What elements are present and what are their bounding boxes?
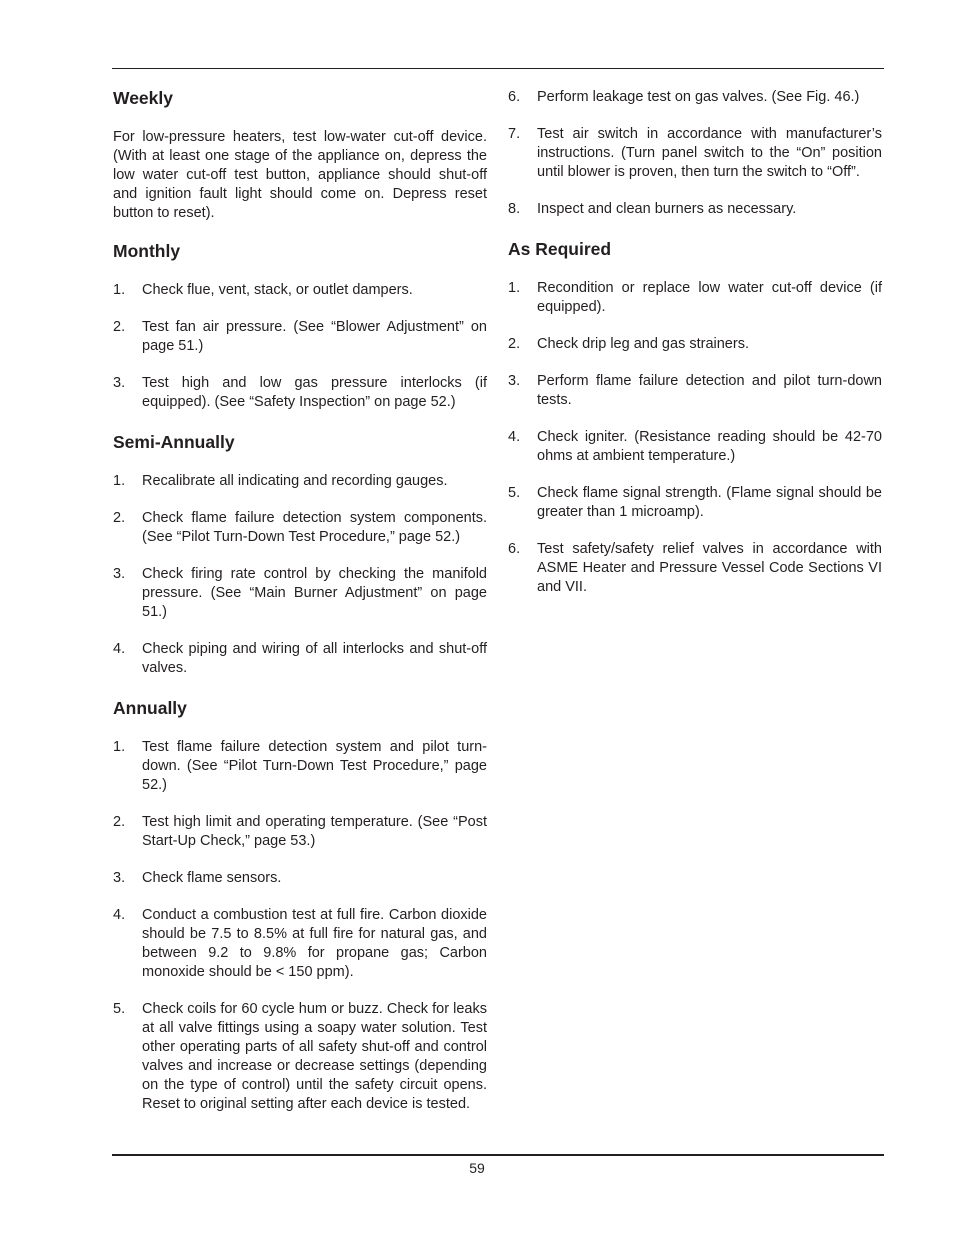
- semi-annually-heading: Semi-Annually: [113, 432, 235, 452]
- list-item-text: Check flame sensors.: [142, 870, 282, 886]
- list-item: [508, 125, 882, 182]
- list-item-number: 1.: [508, 280, 521, 296]
- semi-annually-list: [113, 472, 487, 678]
- monthly-list: [113, 281, 487, 412]
- list-item-number: 2.: [113, 319, 126, 335]
- list-item: [113, 318, 487, 356]
- list-item-text: Conduct a combustion test at full fire. Carbon dioxide should be 7.5 to 8.5% at full fire for natural gas, and between 9.2 to 9.8% for propane gas; Carbon monoxide should be < 150 ppm).: [142, 907, 487, 980]
- list-item-number: 4.: [113, 907, 126, 923]
- list-item-number: 2.: [508, 336, 521, 352]
- bottom-rule: [112, 1154, 884, 1156]
- list-item-text: Test high limit and operating temperature. (See “Post Start-Up Check,” page 53.): [142, 814, 487, 849]
- list-item-text: Test fan air pressure. (See “Blower Adjustment” on page 51.): [142, 319, 487, 354]
- list-item-number: 1.: [113, 739, 126, 755]
- list-item-text: Perform leakage test on gas valves. (See Fig. 46.): [537, 89, 860, 105]
- list-item: [113, 906, 487, 982]
- list-item-number: 6.: [508, 89, 521, 105]
- list-item-text: Check igniter. (Resistance reading should be 42-70 ohms at ambient temperature.): [537, 429, 882, 464]
- list-item-number: 2.: [113, 510, 126, 526]
- list-item-number: 7.: [508, 126, 521, 142]
- list-item-number: 4.: [508, 429, 521, 445]
- list-item: [113, 1000, 487, 1114]
- list-item-text: Inspect and clean burners as necessary.: [537, 201, 797, 217]
- list-item: [113, 472, 487, 491]
- list-item: [113, 869, 487, 888]
- list-item: [508, 484, 882, 522]
- list-item-text: Test flame failure detection system and pilot turn-down. (See “Pilot Turn-Down Test Procedure,” page 52.): [142, 739, 487, 793]
- list-item: [508, 279, 882, 317]
- list-item-text: Test high and low gas pressure interlocks (if equipped). (See “Safety Inspection” on page 52.): [142, 375, 487, 410]
- as-required-heading: As Required: [508, 239, 612, 259]
- list-item: [508, 335, 882, 354]
- annually-list: [113, 738, 487, 1114]
- monthly-heading: Monthly: [113, 241, 181, 261]
- weekly-paragraph: For low-pressure heaters, test low-water cut-off device. (With at least one stage of the appliance on, depress the low water cut-off test button, appliance should shut-off and ignition fault light should come on. Depress reset button to reset).: [113, 129, 487, 221]
- list-item: [508, 372, 882, 410]
- list-item-text: Test safety/safety relief valves in accordance with ASME Heater and Pressure Vessel Code Sections VI and VII.: [537, 541, 882, 595]
- list-item-number: 3.: [113, 870, 126, 886]
- list-item: [113, 281, 487, 300]
- list-item-number: 1.: [113, 282, 126, 298]
- annually-heading: Annually: [113, 698, 187, 718]
- list-item-number: 2.: [113, 814, 126, 830]
- list-item: [113, 738, 487, 795]
- list-item: [113, 509, 487, 547]
- page-number: 59: [469, 1160, 485, 1176]
- list-item-number: 1.: [113, 473, 126, 489]
- weekly-heading: Weekly: [113, 88, 173, 108]
- list-item-text: Check flame failure detection system components. (See “Pilot Turn-Down Test Procedure,” page 52.): [142, 510, 487, 545]
- right-column: [508, 88, 882, 617]
- list-item-number: 3.: [113, 566, 126, 582]
- list-item-number: 6.: [508, 541, 521, 557]
- list-item: [113, 374, 487, 412]
- list-item-text: Check drip leg and gas strainers.: [537, 336, 749, 352]
- top-rule: [112, 68, 884, 69]
- annually-list-continued: [508, 88, 882, 219]
- list-item-number: 5.: [113, 1001, 126, 1017]
- list-item: [113, 565, 487, 622]
- list-item-text: Check piping and wiring of all interlocks and shut-off valves.: [142, 641, 487, 676]
- list-item-text: Check coils for 60 cycle hum or buzz. Check for leaks at all valve fittings using a soapy water solution. Test other operating parts of all safety shut-off and control valves and increase or decrease settings (depending on the type of control) until the safety circuit opens. Reset to original setting after each device is tested.: [142, 1001, 487, 1112]
- list-item-text: Recondition or replace low water cut-off device (if equipped).: [537, 280, 882, 315]
- list-item-text: Check firing rate control by checking the manifold pressure. (See “Main Burner Adjustment” on page 51.): [142, 566, 487, 620]
- list-item: [113, 813, 487, 851]
- list-item-text: Recalibrate all indicating and recording gauges.: [142, 473, 448, 489]
- list-item-number: 5.: [508, 485, 521, 501]
- left-column: [113, 88, 487, 1134]
- list-item-number: 3.: [113, 375, 126, 391]
- list-item-text: Check flue, vent, stack, or outlet dampers.: [142, 282, 413, 298]
- list-item-number: 8.: [508, 201, 521, 217]
- list-item: [508, 540, 882, 597]
- list-item-number: 3.: [508, 373, 521, 389]
- list-item-text: Check flame signal strength. (Flame signal should be greater than 1 microamp).: [537, 485, 882, 520]
- list-item-text: Perform flame failure detection and pilot turn-down tests.: [537, 373, 882, 408]
- list-item: [508, 428, 882, 466]
- list-item: [508, 200, 882, 219]
- list-item: [113, 640, 487, 678]
- list-item-text: Test air switch in accordance with manufacturer’s instructions. (Turn panel switch to the “On” position until blower is proven, then turn the switch to “Off”.: [537, 126, 882, 180]
- list-item-number: 4.: [113, 641, 126, 657]
- as-required-list: [508, 279, 882, 597]
- list-item: [508, 88, 882, 107]
